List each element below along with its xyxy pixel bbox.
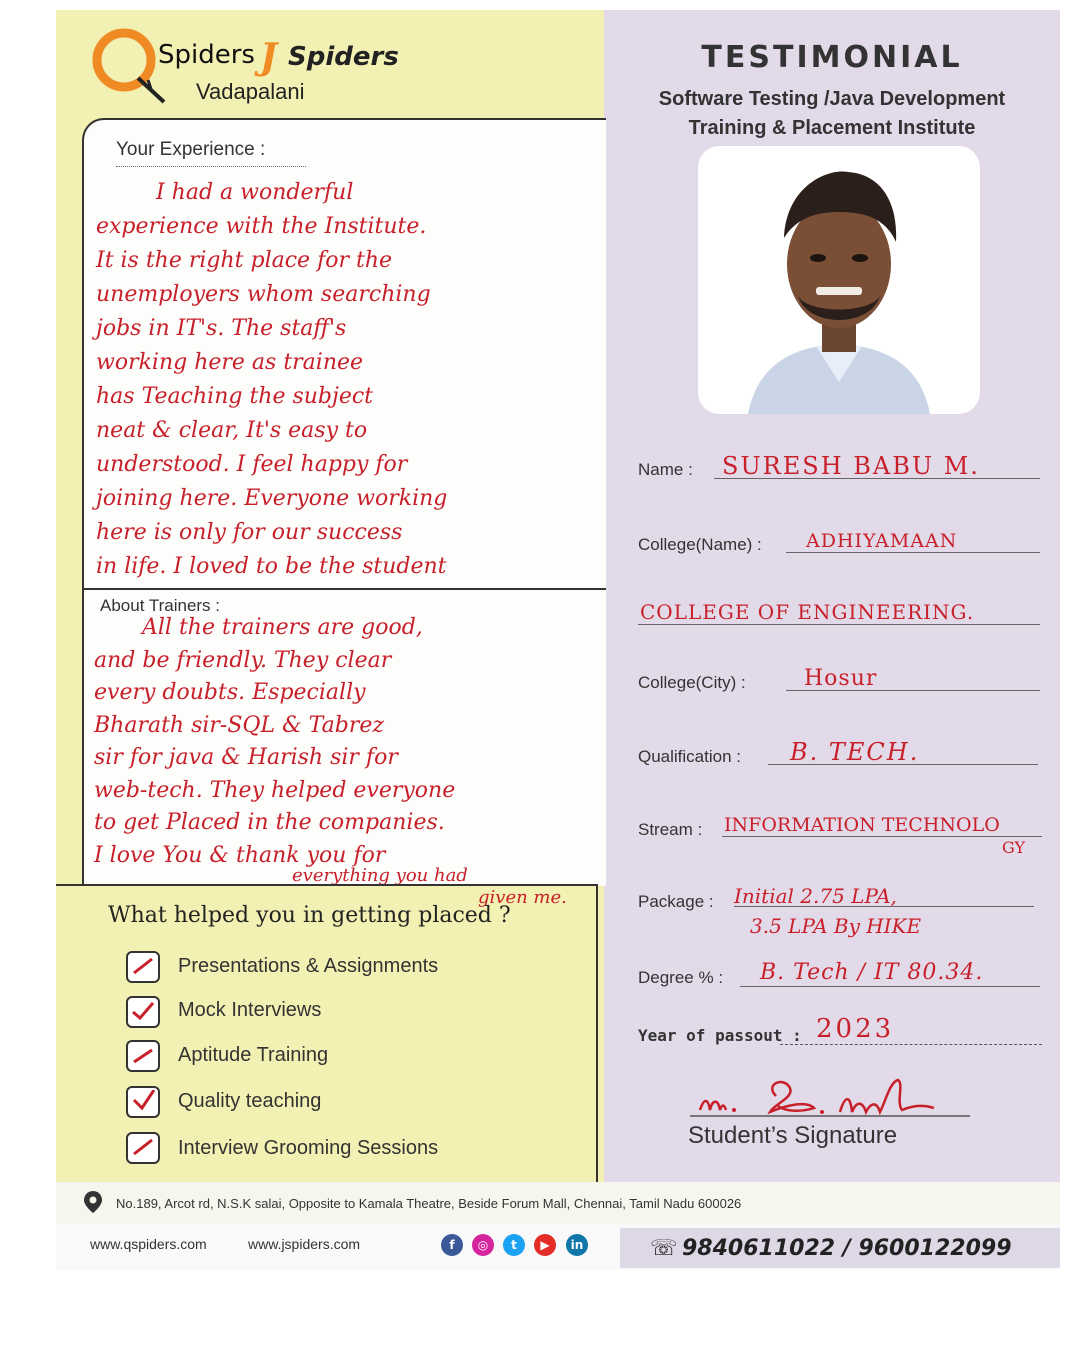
- subtitle-line-2: Training & Placement Institute: [688, 117, 976, 139]
- checkmark-icon: [130, 1090, 156, 1114]
- signature-image: [690, 1070, 980, 1118]
- trainers-line: every doubts. Especially: [94, 680, 366, 705]
- degree-label: Degree % :: [638, 968, 724, 987]
- qualification-value: B. TECH.: [790, 738, 920, 766]
- student-signature: [690, 1070, 980, 1118]
- name-label: Name :: [638, 460, 693, 479]
- experience-line: here is only for our success: [96, 520, 403, 545]
- experience-label-underline: [116, 166, 306, 167]
- trainers-line: and be friendly. They clear: [94, 647, 392, 673]
- option-label: Mock Interviews: [178, 999, 322, 1021]
- option-label: Aptitude Training: [178, 1044, 329, 1066]
- checkmark-icon: [130, 1136, 156, 1160]
- checkmark-icon: [130, 955, 156, 979]
- phone-icon: ☏: [650, 1236, 678, 1261]
- year-line: [780, 1044, 1042, 1045]
- package-label: Package :: [638, 892, 714, 911]
- trainers-line: given me.: [478, 887, 567, 908]
- student-photo-image: [698, 146, 980, 414]
- experience-line: understood. I feel happy for: [96, 452, 408, 477]
- college-name-label: College(Name) :: [638, 535, 762, 554]
- trainers-line: I love You & thank you for: [94, 842, 386, 868]
- option-label: Interview Grooming Sessions: [178, 1137, 439, 1159]
- phone-numbers[interactable]: 9840611022 / 9600122099: [682, 1236, 1012, 1261]
- college-name-line: [786, 552, 1040, 553]
- page-title: TESTIMONIAL: [701, 40, 963, 75]
- trainers-line: web-tech. They helped everyone: [94, 777, 456, 803]
- experience-line: neat & clear, It's easy to: [96, 418, 368, 443]
- website-qspiders[interactable]: www.qspiders.com: [90, 1236, 207, 1252]
- degree-value: B. Tech / IT 80.34.: [760, 960, 984, 985]
- helped-question: What helped you in getting placed ?: [108, 903, 511, 928]
- package-value: Initial 2.75 LPA,: [734, 884, 897, 908]
- experience-line: joining here. Everyone working: [96, 486, 448, 511]
- experience-line: in life. I loved to be the student: [96, 554, 447, 579]
- checkbox-aptitude[interactable]: [126, 1040, 160, 1072]
- experience-line: experience with the Institute.: [96, 214, 427, 239]
- year-label: Year of passout :: [638, 1026, 802, 1045]
- experience-label: Your Experience :: [116, 139, 266, 160]
- trainers-line: to get Placed in the companies.: [94, 810, 445, 835]
- stream-label: Stream :: [638, 820, 703, 839]
- college-name-line-2: [638, 624, 1040, 625]
- stream-value: INFORMATION TECHNOLO: [724, 814, 1000, 836]
- college-city-label: College(City) :: [638, 673, 746, 692]
- option-label: Presentations & Assignments: [178, 955, 439, 977]
- twitter-icon[interactable]: t: [503, 1234, 525, 1256]
- website-jspiders[interactable]: www.jspiders.com: [248, 1236, 361, 1252]
- trainers-line: everything you had: [292, 865, 468, 886]
- stream-line: [722, 836, 1042, 837]
- qspiders-text: Spiders: [158, 40, 255, 70]
- experience-line: I had a wonderful: [156, 180, 354, 205]
- college-city-value: Hosur: [804, 666, 878, 691]
- package-line: [734, 906, 1034, 907]
- brand-logo: [88, 22, 428, 112]
- facebook-icon[interactable]: f: [441, 1234, 463, 1256]
- jspiders-text: Spiders: [288, 42, 399, 72]
- trainers-label: About Trainers :: [100, 596, 221, 615]
- college-name-value-cont: COLLEGE OF ENGINEERING.: [640, 600, 975, 624]
- checkbox-grooming[interactable]: [126, 1132, 160, 1164]
- college-name-value: ADHIYAMAAN: [806, 530, 958, 552]
- checkbox-mock-interviews[interactable]: [126, 996, 160, 1028]
- experience-line: unemployers whom searching: [96, 282, 431, 307]
- trainers-line: Bharath sir-SQL & Tabrez: [94, 712, 384, 738]
- experience-line: It is the right place for the: [96, 248, 393, 273]
- option-label: Quality teaching: [178, 1090, 322, 1112]
- jspiders-j: J: [260, 36, 278, 78]
- instagram-icon[interactable]: ◎: [472, 1234, 494, 1256]
- experience-text: [96, 176, 606, 584]
- package-value-cont: 3.5 LPA By HIKE: [750, 914, 922, 938]
- year-value: 2023: [816, 1014, 895, 1044]
- checkmark-icon: [130, 1000, 156, 1024]
- youtube-icon[interactable]: ▶: [534, 1234, 556, 1256]
- trainers-line: All the trainers are good,: [142, 615, 423, 640]
- location-pin-icon: [82, 1190, 104, 1214]
- trainers-line: sir for java & Harish sir for: [94, 745, 398, 770]
- trainers-text: [94, 612, 604, 872]
- signature-label: Student’s Signature: [688, 1122, 898, 1149]
- experience-line: has Teaching the subject: [96, 384, 374, 409]
- qualification-label: Qualification :: [638, 747, 741, 766]
- checkbox-presentations[interactable]: [126, 951, 160, 983]
- stream-value-cont: GY: [1002, 838, 1026, 857]
- degree-line: [740, 986, 1040, 987]
- name-value: SURESH BABU M.: [722, 452, 980, 480]
- experience-line: working here as trainee: [96, 350, 364, 375]
- checkmark-icon: [130, 1044, 156, 1068]
- experience-line: jobs in IT's. The staff's: [96, 316, 347, 341]
- footer-address: No.189, Arcot rd, N.S.K salai, Opposite to Kamala Theatre, Beside Forum Mall, Chennai, Tamil Nadu 600026: [116, 1196, 742, 1211]
- linkedin-icon[interactable]: in: [566, 1234, 588, 1256]
- checkbox-quality-teaching[interactable]: [126, 1086, 160, 1118]
- subtitle-line-1: Software Testing /Java Development: [658, 88, 1006, 110]
- branch-location: Vadapalani: [196, 79, 305, 104]
- student-photo: [698, 146, 980, 414]
